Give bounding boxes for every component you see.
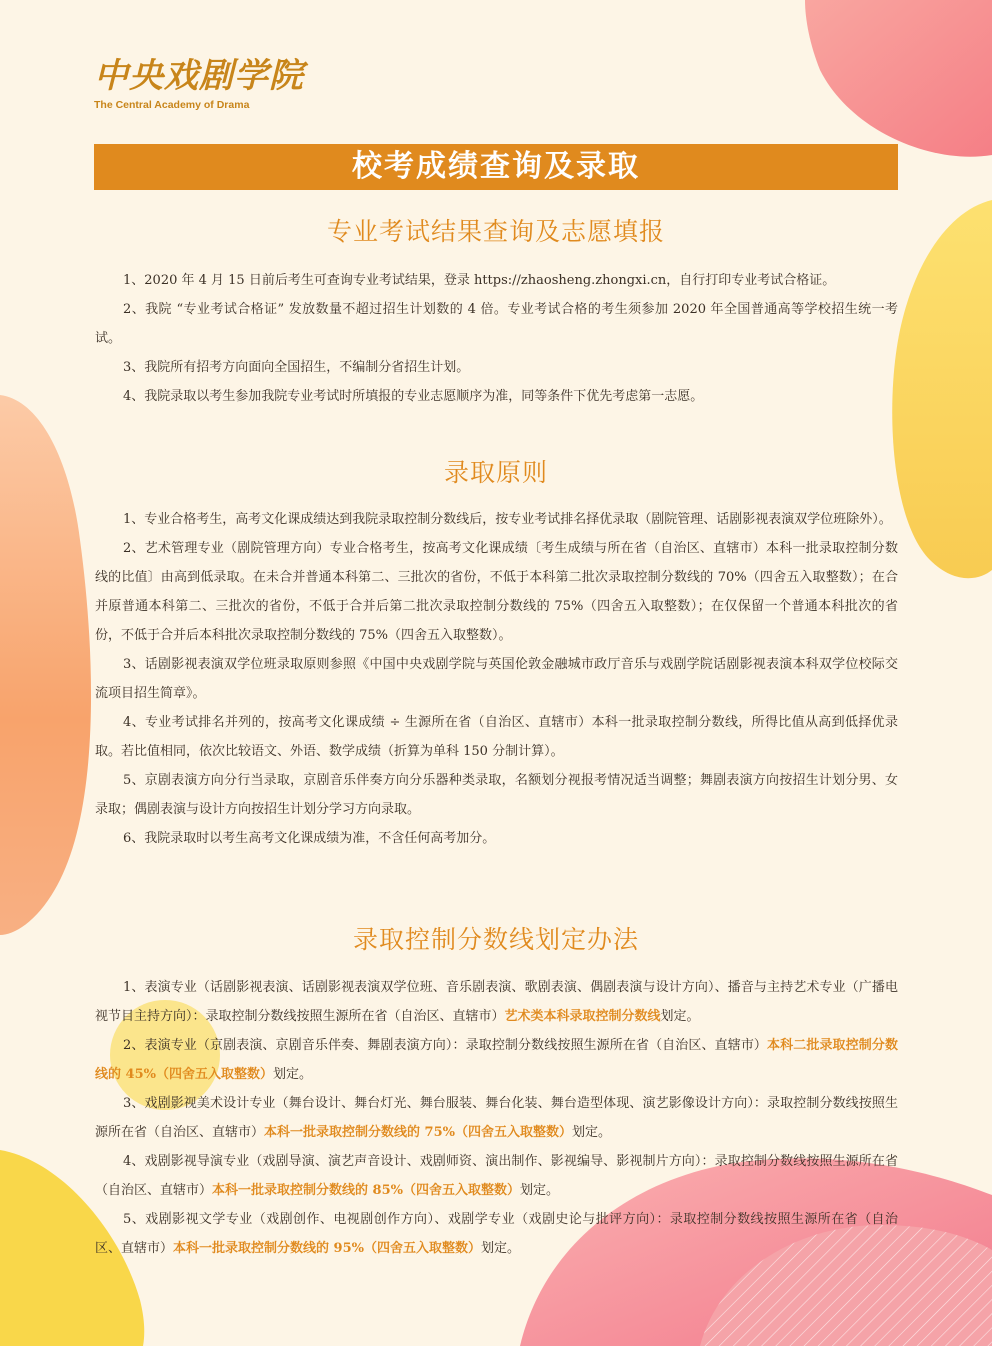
list-item: 3、话剧影视表演双学位班录取原则参照《中国中央戏剧学院与英国伦敦金融城市政厅音乐与戏剧学院话剧影视表演本科双学位校际交流项目招生简章》。	[95, 657, 898, 701]
section-query-body	[95, 266, 898, 411]
section-principles-body	[95, 505, 898, 853]
list-item: 3、戏剧影视美术设计专业（舞台设计、舞台灯光、舞台服装、舞台化装、舞台造型体现、演艺影像设计方向）：录取控制分数线按照生源所在省（自治区、直辖市）本科一批录取控制分数线的 75%（四舍五入取整数）划定。	[95, 1096, 898, 1140]
highlight-text: 本科二批录取控制分数线的 45%（四舍五入取整数）	[95, 1038, 898, 1082]
list-item: 4、戏剧影视导演专业（戏剧导演、演艺声音设计、戏剧师资、演出制作、影视编导、影视制片方向）：录取控制分数线按照生源所在省（自治区、直辖市）本科一批录取控制分数线的 85%（四舍五入取整数）划定。	[95, 1154, 898, 1198]
list-item: 3、我院所有招考方向面向全国招生，不编制分省招生计划。	[123, 360, 470, 375]
section-title-principles: 录取原则	[443, 458, 548, 487]
section-score-line-body	[95, 973, 898, 1263]
list-item: 5、京剧表演方向分行当录取，京剧音乐伴奏方向分乐器种类录取，名额划分视报考情况适当调整；舞剧表演方向按招生计划分男、女录取；偶剧表演与设计方向按招生计划分学习方向录取。	[95, 773, 898, 817]
list-item: 1、2020 年 4 月 15 日前后考生可查询专业考试结果，登录 https://zhaosheng.zhongxi.cn，自行打印专业考试合格证。	[123, 273, 836, 288]
list-item: 1、表演专业（话剧影视表演、话剧影视表演双学位班、音乐剧表演、歌剧表演、偶剧表演与设计方向）、播音与主持艺术专业（广播电视节目主持方向）：录取控制分数线按照生源所在省（自治区、直辖市）艺术类本科录取控制分数线划定。	[95, 980, 898, 1024]
logo-english: The Central Academy of Drama	[94, 99, 250, 111]
left-orange-blob	[0, 395, 91, 935]
list-item: 4、专业考试排名并列的，按高考文化课成绩 ÷ 生源所在省（自治区、直辖市）本科一批录取控制分数线，所得比值从高到低择优录取。若比值相同，依次比较语文、外语、数学成绩（折算为单科 150 分制计算）。	[95, 715, 898, 759]
list-item: 2、表演专业（京剧表演、京剧音乐伴奏、舞剧表演方向）：录取控制分数线按照生源所在省（自治区、直辖市）本科二批录取控制分数线的 45%（四舍五入取整数）划定。	[95, 1038, 898, 1082]
list-item: 2、艺术管理专业（剧院管理方向）专业合格考生，按高考文化课成绩〔考生成绩与所在省（自治区、直辖市）本科一批录取控制分数线的比值〕由高到低录取。在未合并普通本科第二、三批次的省份，不低于本科第二批次录取控制分数线的 70%（四舍五入取整数）；在合并原普通本科第二、三批次的省份，不低于合并后第二批次录取控制分数线的 75%（四舍五入取整数）；在仅保留一个普通本科批次的省份，不低于合并后本科批次录取控制分数线的 75%（四舍五入取整数）。	[95, 541, 898, 643]
section-title-score-line: 录取控制分数线划定办法	[352, 925, 639, 954]
list-item: 4、我院录取以考生参加我院专业考试时所填报的专业志愿顺序为准，同等条件下优先考虑第一志愿。	[123, 389, 704, 404]
right-yellow-blob	[892, 200, 992, 578]
logo	[94, 48, 304, 111]
page-title-banner: 校考成绩查询及录取	[94, 144, 898, 190]
list-item: 2、我院 “专业考试合格证” 发放数量不超过招生计划数的 4 倍。专业考试合格的考生须参加 2020 年全国普通高等学校招生统一考试。	[95, 302, 898, 346]
highlight-text: 艺术类本科录取控制分数线	[504, 1009, 661, 1024]
list-item: 5、戏剧影视文学专业（戏剧创作、电视剧创作方向）、戏剧学专业（戏剧史论与批评方向）：录取控制分数线按照生源所在省（自治区、直辖市）本科一批录取控制分数线的 95%（四舍五入取整数）划定。	[95, 1212, 898, 1256]
list-item: 6、我院录取时以考生高考文化课成绩为准，不含任何高考加分。	[123, 831, 496, 846]
logo-chinese: 中央戏剧学院	[94, 56, 304, 96]
highlight-text: 本科一批录取控制分数线的 95%（四舍五入取整数）	[173, 1241, 481, 1256]
highlight-text: 本科一批录取控制分数线的 85%（四舍五入取整数）	[212, 1183, 520, 1198]
list-item: 1、专业合格考生，高考文化课成绩达到我院录取控制分数线后，按专业考试排名择优录取（剧院管理、话剧影视表演双学位班除外）。	[123, 512, 892, 527]
highlight-text: 本科一批录取控制分数线的 75%（四舍五入取整数）	[264, 1125, 572, 1140]
section-title-query: 专业考试结果查询及志愿填报	[326, 217, 665, 246]
top-right-pink-blob	[805, 0, 992, 157]
